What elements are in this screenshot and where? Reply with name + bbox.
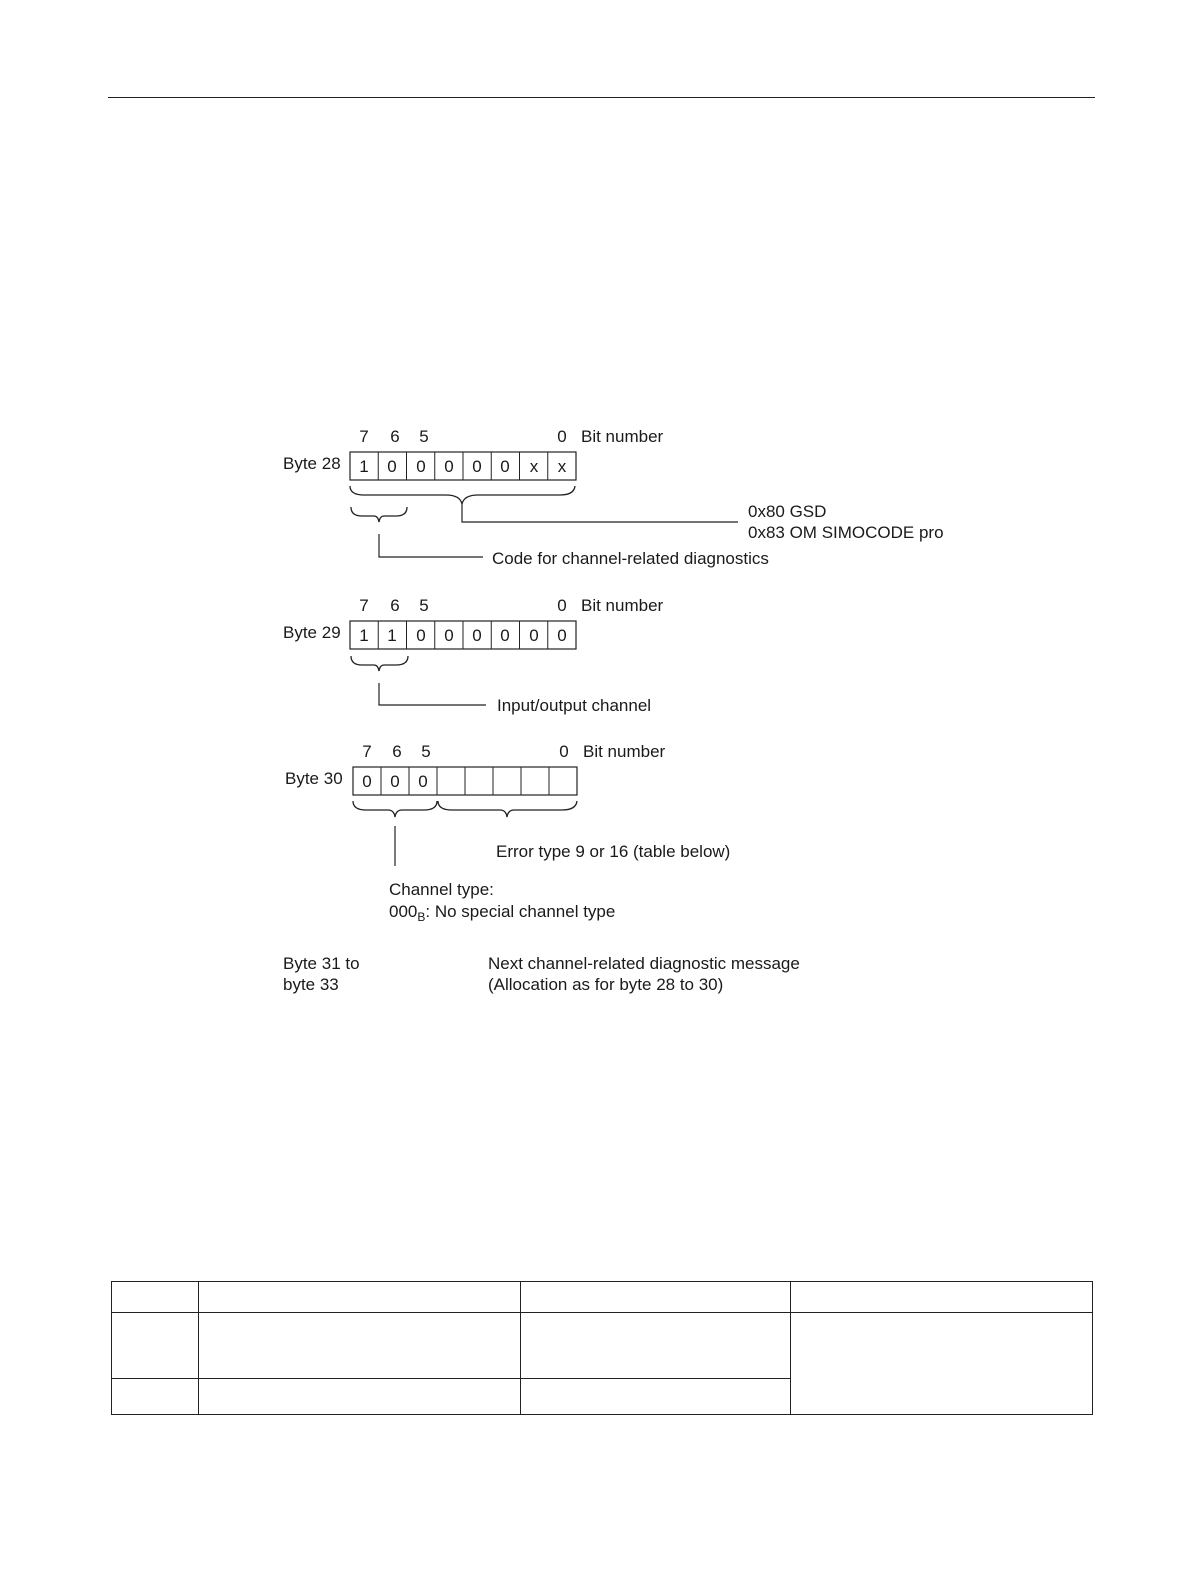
byte28-bit-cell: x [557, 457, 567, 476]
byte28-value-connector [462, 504, 738, 522]
table-cell [199, 1379, 521, 1415]
byte28-label: Byte 28 [283, 454, 341, 473]
byte31-label-line1: Byte 31 to [283, 954, 360, 973]
byte28-bit-cell: x [529, 457, 539, 476]
byte29-channel-label: Input/output channel [497, 696, 652, 715]
byte29-bit-cell: 0 [444, 626, 454, 645]
error-type-table [111, 1281, 1093, 1415]
byte28-group [283, 427, 944, 568]
byte29-channel-brace [351, 656, 408, 671]
byte29-group [283, 596, 664, 715]
byte28-value-om: 0x83 OM SIMOCODE pro [748, 523, 944, 542]
byte29-bit-cell: 0 [472, 626, 482, 645]
byte29-bit0-label: 0 [557, 596, 567, 615]
byte28-value-gsd: 0x80 GSD [748, 502, 827, 521]
byte29-bit-number-label: Bit number [581, 596, 664, 615]
byte30-channel-type-description [389, 902, 615, 924]
byte29-bit-cell: 0 [500, 626, 510, 645]
byte29-bit-cell: 1 [359, 626, 369, 645]
table-cell [521, 1379, 791, 1415]
table-cell [112, 1282, 199, 1313]
byte30-bit7-label: 7 [362, 742, 372, 761]
byte30-bit6-label: 6 [392, 742, 402, 761]
table-cell [791, 1282, 1093, 1313]
byte30-bit-cell: 0 [418, 772, 428, 791]
byte28-bit-cell: 0 [444, 457, 454, 476]
byte30-error-type-label: Error type 9 or 16 (table below) [496, 842, 731, 861]
byte30-group [285, 742, 730, 924]
byte30-bit-cell: 0 [390, 772, 400, 791]
byte31-description-line1: Next channel-related diagnostic message [488, 954, 800, 973]
table-cell [199, 1282, 521, 1313]
byte29-channel-connector [379, 683, 486, 705]
byte28-code-label: Code for channel-related diagnostics [492, 549, 769, 568]
byte30-bit-number-label: Bit number [583, 742, 666, 761]
byte29-bit-cell: 1 [387, 626, 397, 645]
byte30-bit0-label: 0 [559, 742, 569, 761]
byte30-channel-type-brace [353, 801, 437, 817]
byte28-bit-cell: 1 [359, 457, 369, 476]
byte30-label: Byte 30 [285, 769, 343, 788]
byte28-bit-cell: 0 [416, 457, 426, 476]
byte30-bit-cell: 0 [362, 772, 372, 791]
channel-type-subscript: B [417, 910, 426, 924]
byte29-bit6-label: 6 [390, 596, 400, 615]
byte30-bit5-label: 5 [421, 742, 431, 761]
table-cell [521, 1313, 791, 1379]
table-cell [112, 1313, 199, 1379]
byte28-bit-cell: 0 [500, 457, 510, 476]
byte29-bit-cell: 0 [529, 626, 539, 645]
table-cell [521, 1282, 791, 1313]
byte28-code-brace [351, 507, 407, 522]
byte31-33-group [283, 954, 800, 994]
byte28-bit6-label: 6 [390, 427, 400, 446]
table-cell [112, 1379, 199, 1415]
byte28-bit5-label: 5 [419, 427, 429, 446]
byte28-full-brace [350, 486, 575, 504]
byte30-error-type-brace [438, 801, 577, 817]
table-header-row [112, 1282, 1093, 1313]
table-cell [791, 1313, 1093, 1415]
byte29-bit7-label: 7 [359, 596, 369, 615]
byte31-label-line2: byte 33 [283, 975, 339, 994]
byte29-label: Byte 29 [283, 623, 341, 642]
byte28-bit-number-label: Bit number [581, 427, 664, 446]
byte31-description-line2: (Allocation as for byte 28 to 30) [488, 975, 724, 994]
channel-type-desc: : No special channel type [425, 902, 616, 921]
table-row [112, 1313, 1093, 1379]
byte29-bit5-label: 5 [419, 596, 429, 615]
byte28-bit0-label: 0 [557, 427, 567, 446]
byte30-channel-type-title: Channel type: [389, 880, 494, 899]
table-cell [199, 1313, 521, 1379]
byte29-bit-cell: 0 [557, 626, 567, 645]
byte28-bit-cell: 0 [387, 457, 397, 476]
byte28-code-connector [379, 534, 483, 557]
byte28-bit7-label: 7 [359, 427, 369, 446]
byte28-bit-cell: 0 [472, 457, 482, 476]
channel-type-code: 000 [389, 902, 418, 921]
byte29-bit-cell: 0 [416, 626, 426, 645]
